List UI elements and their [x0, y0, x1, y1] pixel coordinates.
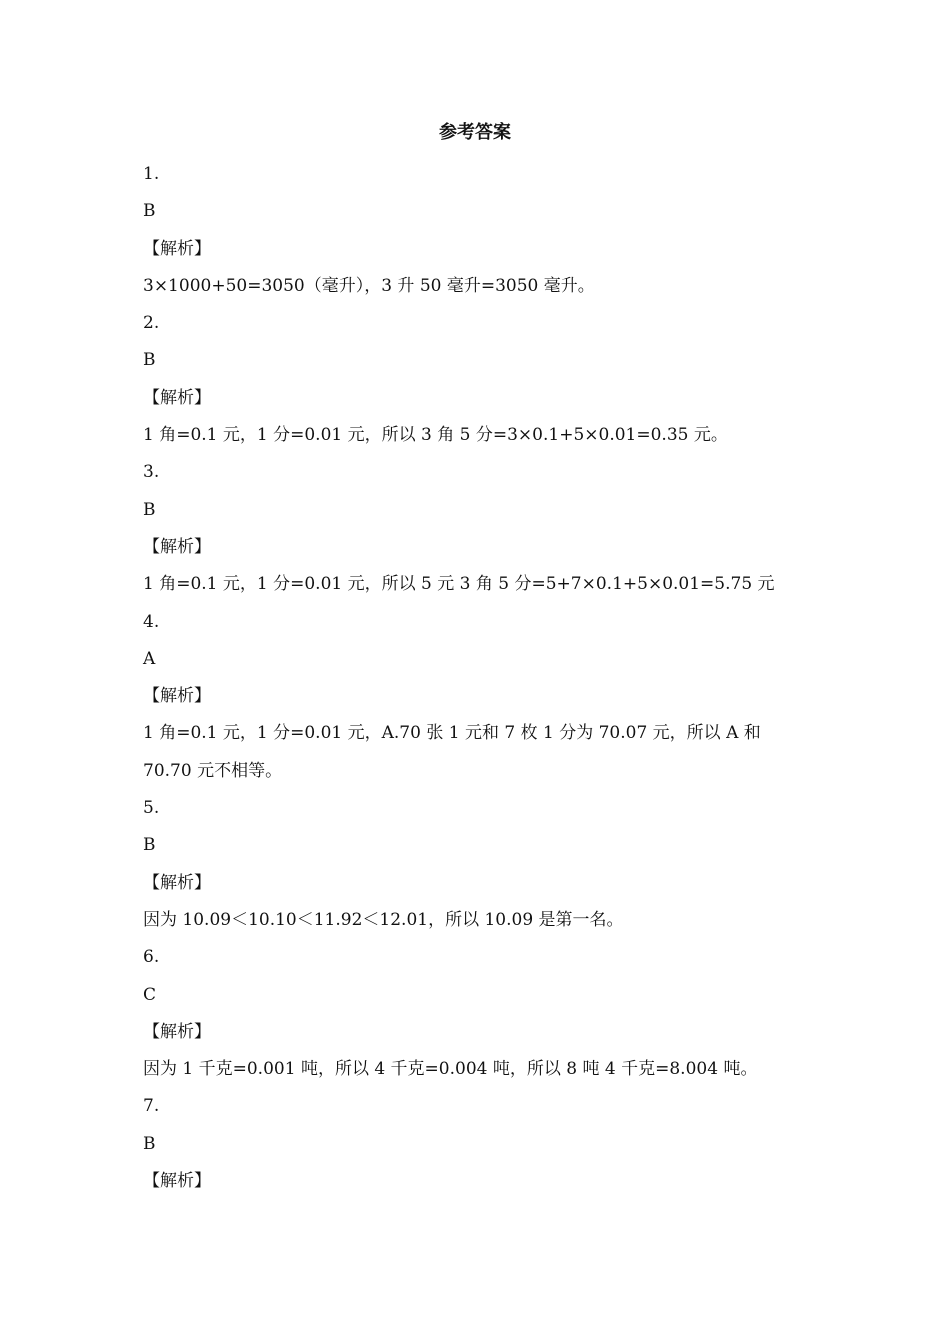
question-block-1 [143, 156, 813, 305]
explanation-label: 【解析】 [143, 1171, 211, 1192]
question-block-6 [143, 939, 813, 1088]
question-answer: B [143, 499, 156, 520]
question-block-4 [143, 604, 813, 790]
explanation-text-continued: 70.70 元不相等。 [143, 760, 283, 781]
question-number: 3. [143, 462, 160, 483]
explanation-label: 【解析】 [143, 686, 211, 707]
question-number: 5. [143, 798, 160, 819]
question-number: 4. [143, 611, 160, 632]
explanation-text: 1 角=0.1 元，1 分=0.01 元，所以 3 角 5 分=3×0.1+5×0.01=0.35 元。 [143, 425, 728, 446]
question-answer: A [143, 648, 156, 669]
question-block-5 [143, 790, 813, 939]
explanation-text: 因为 1 千克=0.001 吨，所以 4 千克=0.004 吨，所以 8 吨 4 千克=8.004 吨。 [143, 1059, 758, 1080]
question-block-7 [143, 1088, 813, 1200]
answer-list [143, 156, 813, 1200]
explanation-text: 1 角=0.1 元，1 分=0.01 元，A.70 张 1 元和 7 枚 1 分为 70.07 元，所以 A 和 [143, 723, 761, 744]
question-number: 7. [143, 1096, 160, 1117]
explanation-label: 【解析】 [143, 536, 211, 557]
question-block-3 [143, 454, 813, 603]
question-number: 2. [143, 313, 160, 334]
question-answer: B [143, 201, 156, 222]
explanation-label: 【解析】 [143, 872, 211, 893]
explanation-text: 因为 10.09＜10.10＜11.92＜12.01，所以 10.09 是第一名。 [143, 909, 624, 930]
question-number: 1. [143, 164, 160, 184]
explanation-label: 【解析】 [143, 238, 211, 259]
question-answer: C [143, 984, 157, 1005]
page-title: 参考答案 [439, 122, 511, 143]
explanation-text: 3×1000+50=3050（毫升），3 升 50 毫升=3050 毫升。 [143, 275, 595, 296]
question-block-2 [143, 305, 813, 454]
explanation-label: 【解析】 [143, 1021, 211, 1042]
explanation-label: 【解析】 [143, 387, 211, 408]
explanation-text: 1 角=0.1 元，1 分=0.01 元，所以 5 元 3 角 5 分=5+7×0.1+5×0.01=5.75 元 [143, 574, 775, 595]
question-answer: B [143, 350, 156, 371]
question-answer: B [143, 1133, 156, 1154]
question-number: 6. [143, 947, 160, 968]
question-answer: B [143, 835, 156, 856]
